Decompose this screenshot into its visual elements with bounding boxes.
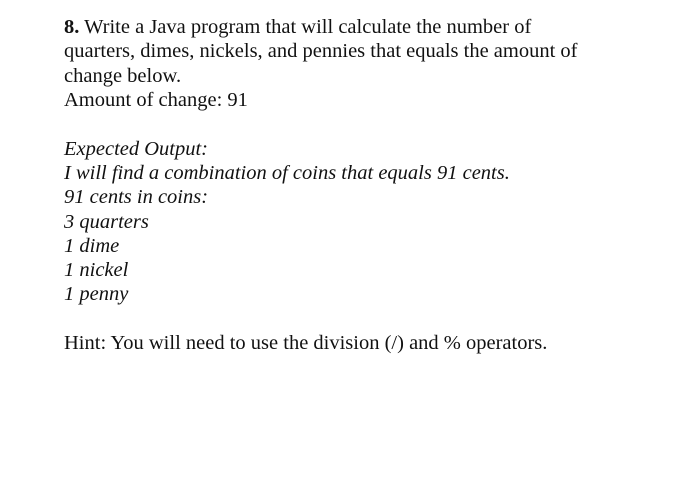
expected-output-line: 3 quarters	[64, 210, 149, 233]
amount-of-change: Amount of change: 91	[64, 88, 248, 111]
spacer	[64, 307, 684, 332]
expected-output-line: 1 nickel	[64, 259, 129, 282]
question-line-1	[64, 15, 684, 39]
expected-output-heading: Expected Output:	[64, 137, 209, 160]
problem-document	[64, 15, 684, 356]
expected-output-line: 91 cents in coins:	[64, 186, 209, 209]
expected-output-line: I will find a combination of coins that equals 91 cents.	[64, 161, 510, 184]
question-text-2: quarters, dimes, nickels, and pennies that equals the amount of	[64, 40, 578, 63]
expected-output-line: 1 dime	[64, 234, 120, 257]
expected-output-line: 1 penny	[64, 283, 129, 306]
spacer	[64, 112, 684, 137]
question-number: 8.	[64, 16, 80, 38]
question-text-3: change below.	[64, 64, 182, 87]
question-text-1: Write a Java program that will calculate the number of	[79, 16, 532, 38]
hint-text: Hint: You will need to use the division (/) and % operators.	[64, 332, 548, 355]
